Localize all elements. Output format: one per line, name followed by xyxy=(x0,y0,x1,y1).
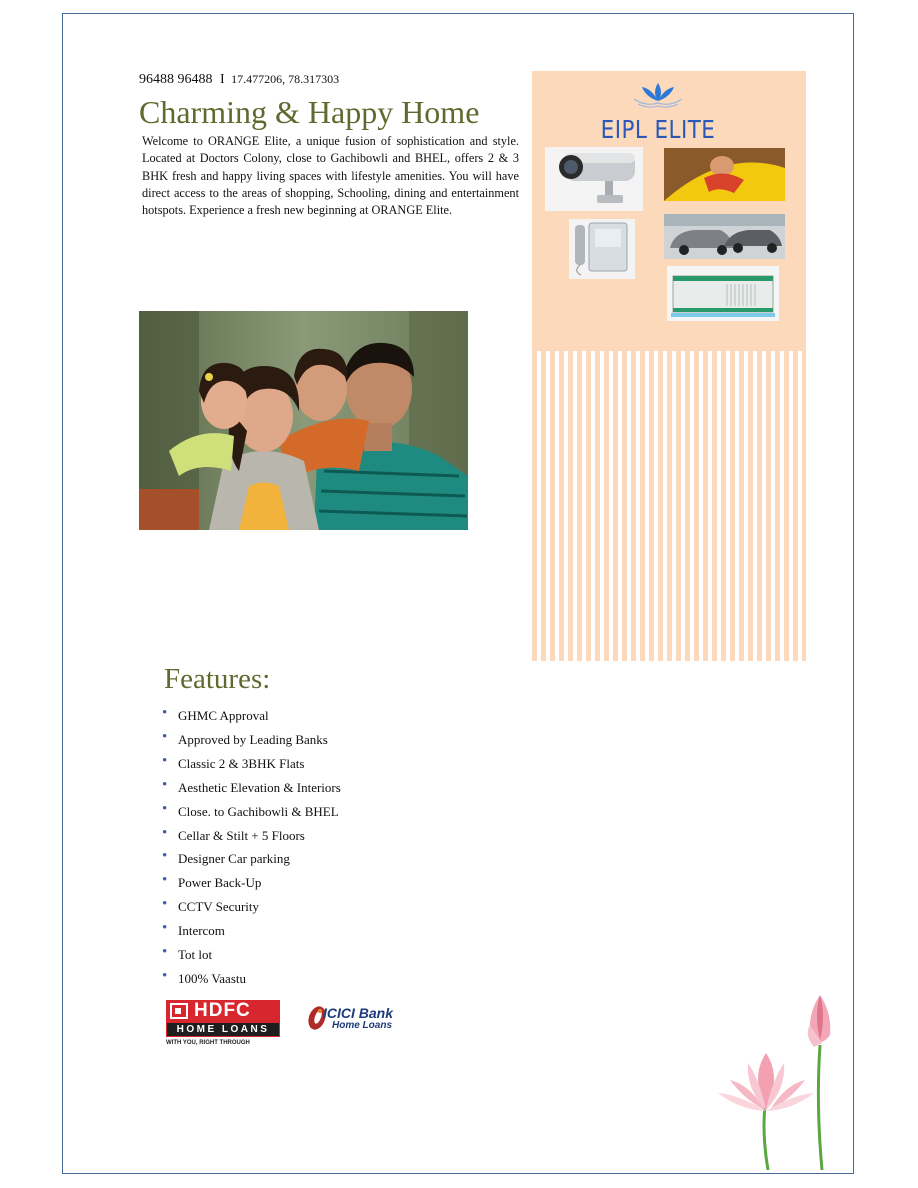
feature-item: • Cellar & Stilt + 5 Floors xyxy=(162,824,341,848)
bullet-icon: • xyxy=(162,705,168,721)
feature-item: • Approved by Leading Banks xyxy=(162,728,341,752)
feature-item: • Tot lot xyxy=(162,943,341,967)
icici-sub: Home Loans xyxy=(332,1020,393,1031)
phone-number: 96488 96488 xyxy=(139,72,213,87)
panel-title: EIPL ELITE xyxy=(600,115,716,144)
bullet-icon: • xyxy=(162,728,168,745)
bullet-icon: • xyxy=(162,896,168,913)
lotus-logo-icon xyxy=(630,79,686,109)
bullet-icon: • xyxy=(162,920,168,937)
hdfc-logo-top: HDFC xyxy=(166,1000,280,1022)
hdfc-tagline: WITH YOU, RIGHT THROUGH xyxy=(166,1040,250,1046)
contact-separator: I xyxy=(220,72,225,87)
bullet-icon: • xyxy=(162,944,168,961)
hdfc-home-loans-logo xyxy=(166,1000,280,1046)
features-list xyxy=(162,704,341,991)
feature-item: • Designer Car parking xyxy=(162,847,341,871)
parked-cars-image xyxy=(664,214,785,259)
lotus-flowers-icon xyxy=(710,985,850,1170)
feature-item: • Classic 2 & 3BHK Flats xyxy=(162,752,341,776)
bullet-icon: • xyxy=(162,752,168,769)
features-heading: Features: xyxy=(164,663,271,695)
feature-item: • Close. to Gachibowli & BHEL xyxy=(162,800,341,824)
gps-coordinates: 17.477206, 78.317303 xyxy=(231,72,340,86)
icici-name: ICICI Bank xyxy=(323,1005,394,1021)
feature-item: • GHMC Approval xyxy=(162,704,341,728)
bullet-icon: • xyxy=(162,967,168,984)
feature-item: • Aesthetic Elevation & Interiors xyxy=(162,776,341,800)
panel-stripes xyxy=(532,351,806,661)
feature-item: • Intercom xyxy=(162,919,341,943)
bullet-icon: • xyxy=(162,848,168,865)
amenities-panel xyxy=(532,71,806,661)
page-title: Charming & Happy Home xyxy=(139,94,480,130)
intro-paragraph: Welcome to ORANGE Elite, a unique fusion of sophistication and style. Located at Doctors Colony, close to Gachibowli and BHEL, offers 2 & 3 BHK fresh and happy living spaces with lifestyle amenities. You will have direct access to the areas of shopping, Schooling, dining and entertainment hotspots. Experience a fresh new beginning at ORANGE Elite. xyxy=(142,134,519,218)
intercom-image xyxy=(569,219,635,279)
feature-item: • CCTV Security xyxy=(162,895,341,919)
feature-item: • Power Back-Up xyxy=(162,871,341,895)
hdfc-mark-icon xyxy=(170,1003,188,1019)
bullet-icon: • xyxy=(162,872,168,889)
kids-slide-image xyxy=(664,148,785,201)
cctv-camera-image xyxy=(545,147,643,211)
bullet-icon: • xyxy=(162,800,168,817)
feature-item: • 100% Vaastu xyxy=(162,967,341,991)
hdfc-sub: HOME LOANS xyxy=(166,1022,280,1037)
family-photo xyxy=(139,311,468,530)
power-generator-image xyxy=(667,266,779,321)
contact-line xyxy=(139,72,339,88)
bullet-icon: • xyxy=(162,776,168,793)
bullet-icon: • xyxy=(162,824,168,841)
